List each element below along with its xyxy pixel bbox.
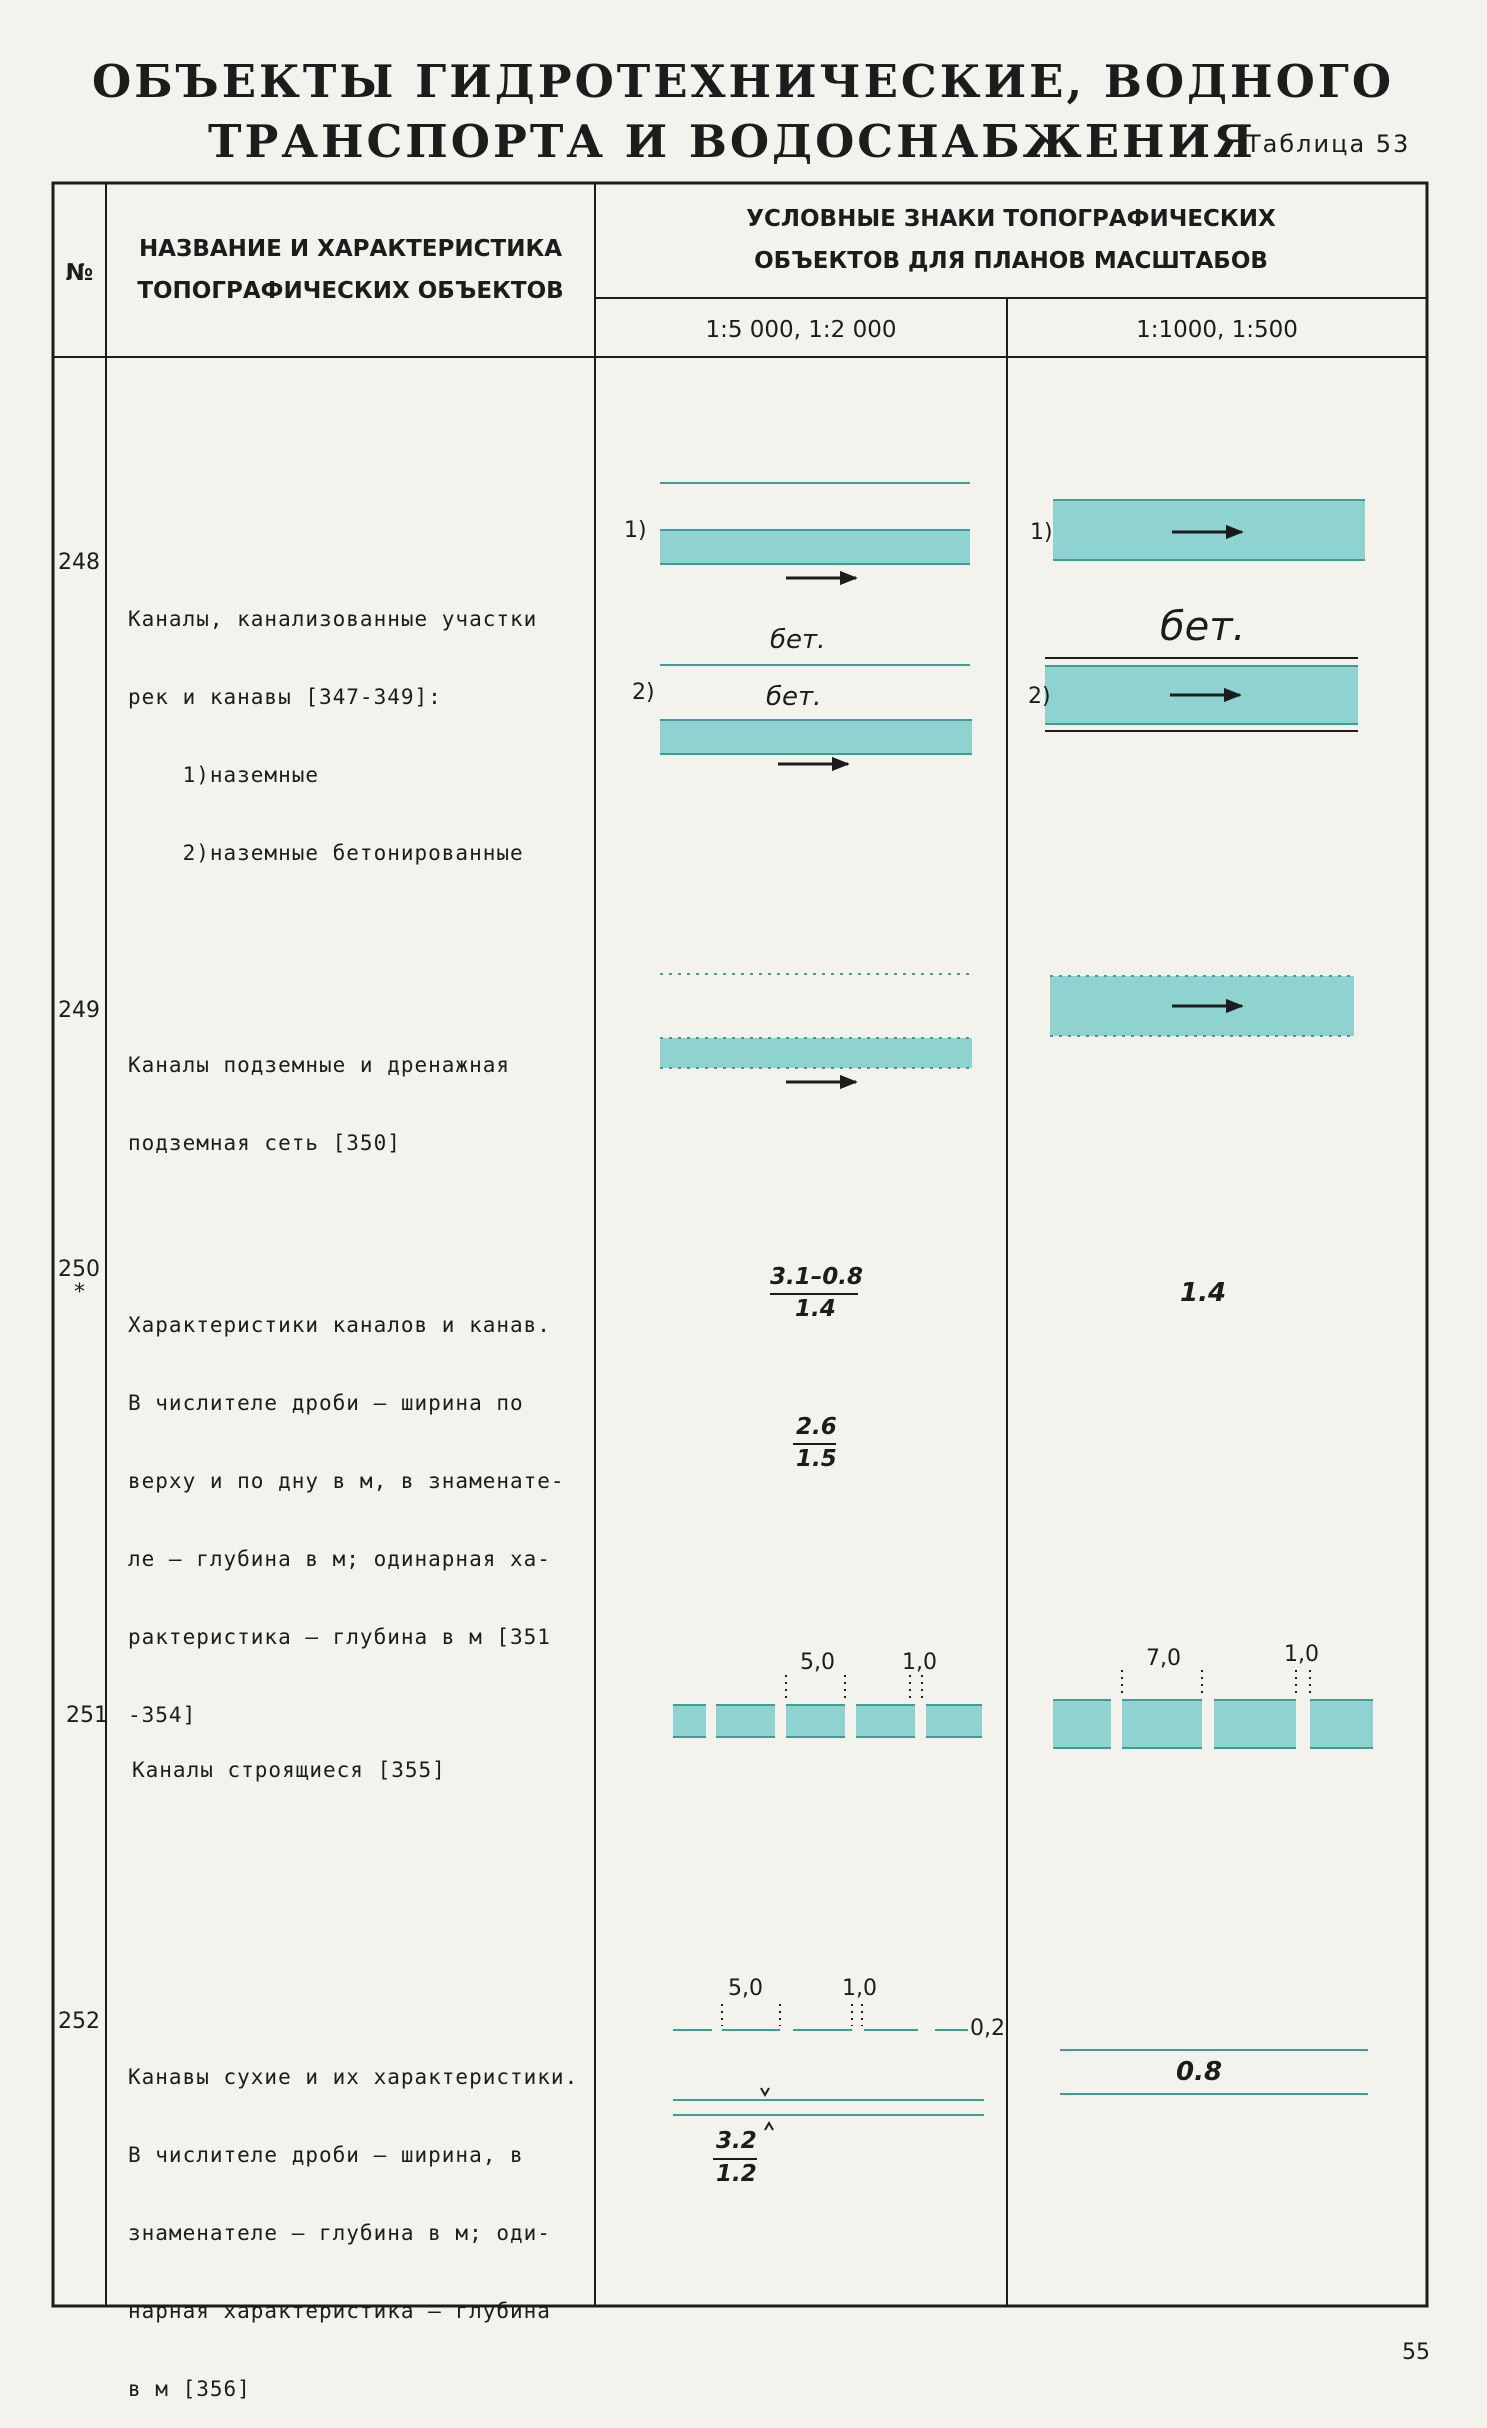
symbol-248-a [660, 483, 972, 764]
column-header-scale-a: 1:5 000, 1:2 000 [705, 317, 897, 343]
row-250-asterisk: * [74, 1280, 85, 1305]
column-header-signs-line-2: ОБЪЕКТОВ ДЛЯ ПЛАНОВ МАСШТАБОВ [754, 248, 1268, 274]
row-number-248: 248 [58, 550, 100, 575]
row-248-label-1a: 1) [624, 518, 647, 543]
desc-line: 2)наземные бетонированные [128, 841, 524, 865]
desc-line: ле — глубина в м; одинарная ха- [128, 1547, 551, 1571]
page-number: 55 [1402, 2340, 1430, 2365]
desc-line: нарная характеристика — глубина [128, 2299, 551, 2323]
row-251-dash-length-b: 7,0 [1146, 1646, 1181, 1671]
table-label: Таблица 53 [1246, 130, 1411, 158]
row-252-depth-b: 0.8 [1176, 2057, 1223, 2087]
row-250-fraction-1-denominator: 1.4 [795, 1296, 836, 1322]
row-251-dash-length-a: 5,0 [800, 1650, 835, 1675]
row-250-depth-b: 1.4 [1180, 1278, 1227, 1308]
page-title-line-1: ОБЪЕКТЫ ГИДРОТЕХНИЧЕСКИЕ, ВОДНОГО [92, 55, 1395, 108]
desc-line: В числителе дроби — ширина, в [128, 2143, 524, 2167]
column-header-number: № [65, 260, 94, 286]
row-248-concrete-label-a2: бет. [766, 682, 822, 712]
desc-line: Каналы, канализованные участки [128, 607, 538, 631]
column-header-name-line-1: НАЗВАНИЕ И ХАРАКТЕРИСТИКА [138, 236, 563, 262]
desc-line: рактеристика — глубина в м [351 [128, 1625, 551, 1649]
symbol-249-b [1050, 976, 1354, 1036]
row-251-gap-length-a: 1,0 [902, 1650, 937, 1675]
desc-line: -354] [128, 1703, 197, 1727]
row-252-line-width-a: 0,2 [970, 2016, 1005, 2041]
symbol-251-a [673, 1675, 982, 1737]
row-252-fraction-numerator: 3.2 [716, 2128, 757, 2154]
desc-line: Каналы строящиеся [355] [132, 1758, 446, 1782]
desc-line: верху и по дну в м, в знаменате- [128, 1469, 565, 1493]
symbol-251-b [1053, 1670, 1373, 1748]
row-number-252: 252 [58, 2009, 100, 2034]
column-header-signs-line-1: УСЛОВНЫЕ ЗНАКИ ТОПОГРАФИЧЕСКИХ [746, 206, 1276, 232]
row-251-gap-length-b: 1,0 [1284, 1642, 1319, 1667]
symbol-249-a [660, 974, 972, 1082]
row-250-fraction-2-denominator: 1.5 [796, 1446, 837, 1472]
desc-line: 1)наземные [128, 763, 320, 787]
desc-line: Характеристики каналов и канав. [128, 1313, 551, 1337]
row-250-fraction-1-numerator: 3.1–0.8 [770, 1264, 863, 1290]
row-252-dash-length-a: 5,0 [728, 1976, 763, 2001]
column-header-name-line-2: ТОПОГРАФИЧЕСКИХ ОБЪЕКТОВ [137, 278, 564, 304]
row-252-gap-length-a: 1,0 [842, 1976, 877, 2001]
desc-line: В числителе дроби — ширина по [128, 1391, 524, 1415]
desc-line: в м [356] [128, 2377, 251, 2401]
column-header-scale-b: 1:1000, 1:500 [1136, 317, 1298, 343]
page-title-line-2: ТРАНСПОРТА И ВОДОСНАБЖЕНИЯ [208, 115, 1256, 168]
row-248-label-2b: 2) [1028, 684, 1051, 709]
row-250-fraction-2-numerator: 2.6 [796, 1414, 837, 1440]
desc-line: знаменателе — глубина в м; оди- [128, 2221, 551, 2245]
desc-line: Каналы подземные и дренажная [128, 1053, 511, 1077]
desc-line: Канавы сухие и их характеристики. [128, 2065, 579, 2089]
row-248-label-2a: 2) [632, 680, 655, 705]
row-248-concrete-label-b: бет. [1160, 604, 1246, 650]
row-252-fraction-denominator: 1.2 [716, 2161, 757, 2187]
desc-line: рек и канавы [347-349]: [128, 685, 442, 709]
row-number-249: 249 [58, 998, 100, 1023]
row-248-label-1b: 1) [1030, 520, 1053, 545]
row-number-250: 250 [58, 1257, 100, 1282]
row-248-concrete-label-a1: бет. [770, 625, 826, 655]
row-number-251: 251 [66, 1703, 108, 1728]
desc-line: подземная сеть [350] [128, 1131, 401, 1155]
